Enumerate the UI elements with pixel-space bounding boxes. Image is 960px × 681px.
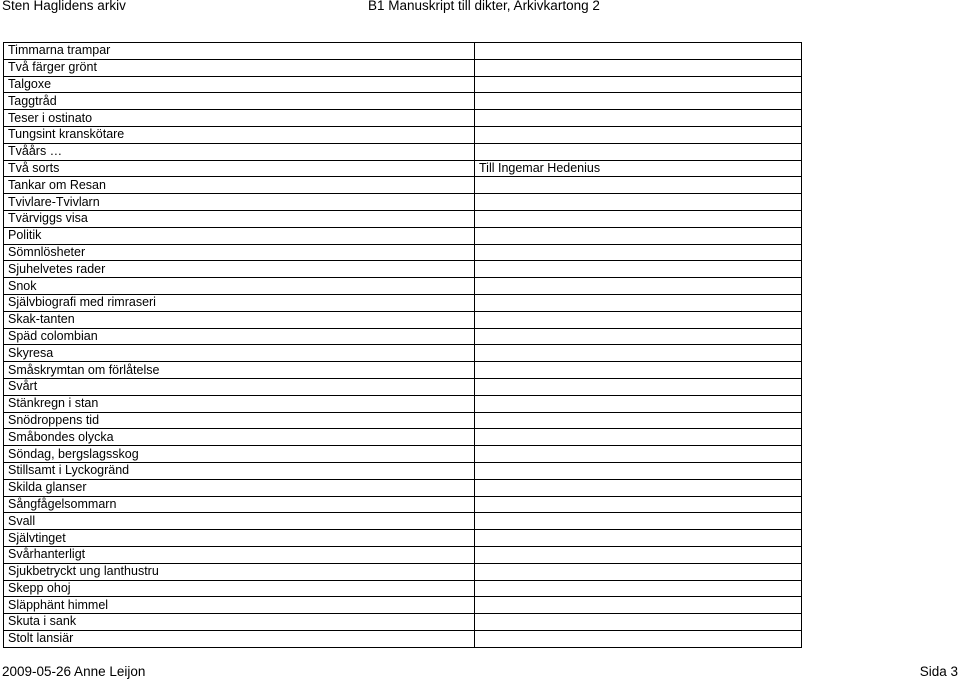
table-row — [4, 110, 802, 127]
table-row — [4, 93, 802, 110]
table-row — [4, 395, 802, 412]
note-cell — [475, 76, 802, 93]
poem-title-cell: Svall — [4, 513, 475, 530]
table-row — [4, 513, 802, 530]
note-cell — [475, 395, 802, 412]
note-cell — [475, 278, 802, 295]
note-cell — [475, 446, 802, 463]
poem-title-cell: Sömnlösheter — [4, 244, 475, 261]
poem-title-cell: Tvivlare-Tvivlarn — [4, 194, 475, 211]
table-row — [4, 530, 802, 547]
table-row — [4, 210, 802, 227]
table-row — [4, 345, 802, 362]
note-cell — [475, 378, 802, 395]
poem-title-cell: Självbiografi med rimraseri — [4, 294, 475, 311]
note-cell — [475, 93, 802, 110]
note-cell — [475, 429, 802, 446]
poem-title-cell: Söndag, bergslagsskog — [4, 446, 475, 463]
manuscript-table-body — [4, 43, 802, 648]
note-cell — [475, 43, 802, 60]
note-cell — [475, 479, 802, 496]
note-cell — [475, 110, 802, 127]
table-row — [4, 446, 802, 463]
table-row — [4, 496, 802, 513]
note-cell — [475, 143, 802, 160]
footer-page-number: Sida 3 — [919, 664, 958, 679]
note-cell — [475, 513, 802, 530]
table-row — [4, 278, 802, 295]
poem-title-cell: Småbondes olycka — [4, 429, 475, 446]
note-cell — [475, 614, 802, 631]
table-row — [4, 597, 802, 614]
table-row — [4, 546, 802, 563]
poem-title-cell: Småskrymtan om förlåtelse — [4, 362, 475, 379]
note-cell — [475, 311, 802, 328]
poem-title-cell: Skyresa — [4, 345, 475, 362]
table-row — [4, 227, 802, 244]
note-cell — [475, 546, 802, 563]
poem-title-cell: Skepp ohoj — [4, 580, 475, 597]
table-row — [4, 378, 802, 395]
poem-title-cell: Sjuhelvetes rader — [4, 261, 475, 278]
note-cell — [475, 630, 802, 647]
table-row — [4, 630, 802, 647]
note-cell — [475, 261, 802, 278]
note-cell — [475, 227, 802, 244]
note-cell — [475, 412, 802, 429]
table-row — [4, 76, 802, 93]
note-cell — [475, 563, 802, 580]
table-row — [4, 580, 802, 597]
table-row — [4, 59, 802, 76]
poem-title-cell: Sjukbetryckt ung lanthustru — [4, 563, 475, 580]
table-row — [4, 177, 802, 194]
poem-title-cell: Skilda glanser — [4, 479, 475, 496]
note-cell — [475, 244, 802, 261]
poem-title-cell: Snödroppens tid — [4, 412, 475, 429]
note-cell — [475, 294, 802, 311]
header-archive-name: Sten Haglidens arkiv — [2, 0, 126, 13]
header-section-title: B1 Manuskript till dikter, Arkivkartong 2 — [368, 0, 600, 13]
poem-title-cell: Tungsint kranskötare — [4, 126, 475, 143]
manuscript-table — [3, 42, 802, 648]
footer-date-author: 2009-05-26 Anne Leijon — [2, 664, 146, 679]
poem-title-cell: Två färger grönt — [4, 59, 475, 76]
table-row — [4, 328, 802, 345]
note-cell — [475, 496, 802, 513]
table-row — [4, 462, 802, 479]
table-row — [4, 479, 802, 496]
note-cell — [475, 126, 802, 143]
note-cell — [475, 462, 802, 479]
note-cell — [475, 177, 802, 194]
poem-title-cell: Späd colombian — [4, 328, 475, 345]
table-row — [4, 563, 802, 580]
table-row — [4, 160, 802, 177]
table-row — [4, 614, 802, 631]
note-cell — [475, 597, 802, 614]
poem-title-cell: Skuta i sank — [4, 614, 475, 631]
poem-title-cell: Släpphänt himmel — [4, 597, 475, 614]
poem-title-cell: Snok — [4, 278, 475, 295]
poem-title-cell: Skak-tanten — [4, 311, 475, 328]
poem-title-cell: Tankar om Resan — [4, 177, 475, 194]
poem-title-cell: Talgoxe — [4, 76, 475, 93]
table-row — [4, 244, 802, 261]
table-row — [4, 311, 802, 328]
table-row — [4, 429, 802, 446]
poem-title-cell: Timmarna trampar — [4, 43, 475, 60]
note-cell — [475, 362, 802, 379]
table-row — [4, 126, 802, 143]
poem-title-cell: Teser i ostinato — [4, 110, 475, 127]
poem-title-cell: Tvärviggs visa — [4, 210, 475, 227]
poem-title-cell: Sångfågelsommarn — [4, 496, 475, 513]
poem-title-cell: Taggtråd — [4, 93, 475, 110]
table-row — [4, 43, 802, 60]
poem-title-cell: Politik — [4, 227, 475, 244]
note-cell: Till Ingemar Hedenius — [475, 160, 802, 177]
note-cell — [475, 580, 802, 597]
poem-title-cell: Svårhanterligt — [4, 546, 475, 563]
poem-title-cell: Stänkregn i stan — [4, 395, 475, 412]
table-row — [4, 143, 802, 160]
poem-title-cell: Två sorts — [4, 160, 475, 177]
poem-title-cell: Tvåårs … — [4, 143, 475, 160]
note-cell — [475, 328, 802, 345]
poem-title-cell: Självtinget — [4, 530, 475, 547]
note-cell — [475, 345, 802, 362]
poem-title-cell: Svårt — [4, 378, 475, 395]
note-cell — [475, 194, 802, 211]
poem-title-cell: Stolt lansiär — [4, 630, 475, 647]
table-row — [4, 362, 802, 379]
note-cell — [475, 210, 802, 227]
note-cell — [475, 59, 802, 76]
note-cell — [475, 530, 802, 547]
table-row — [4, 294, 802, 311]
table-row — [4, 412, 802, 429]
poem-title-cell: Stillsamt i Lyckogränd — [4, 462, 475, 479]
table-row — [4, 261, 802, 278]
table-row — [4, 194, 802, 211]
